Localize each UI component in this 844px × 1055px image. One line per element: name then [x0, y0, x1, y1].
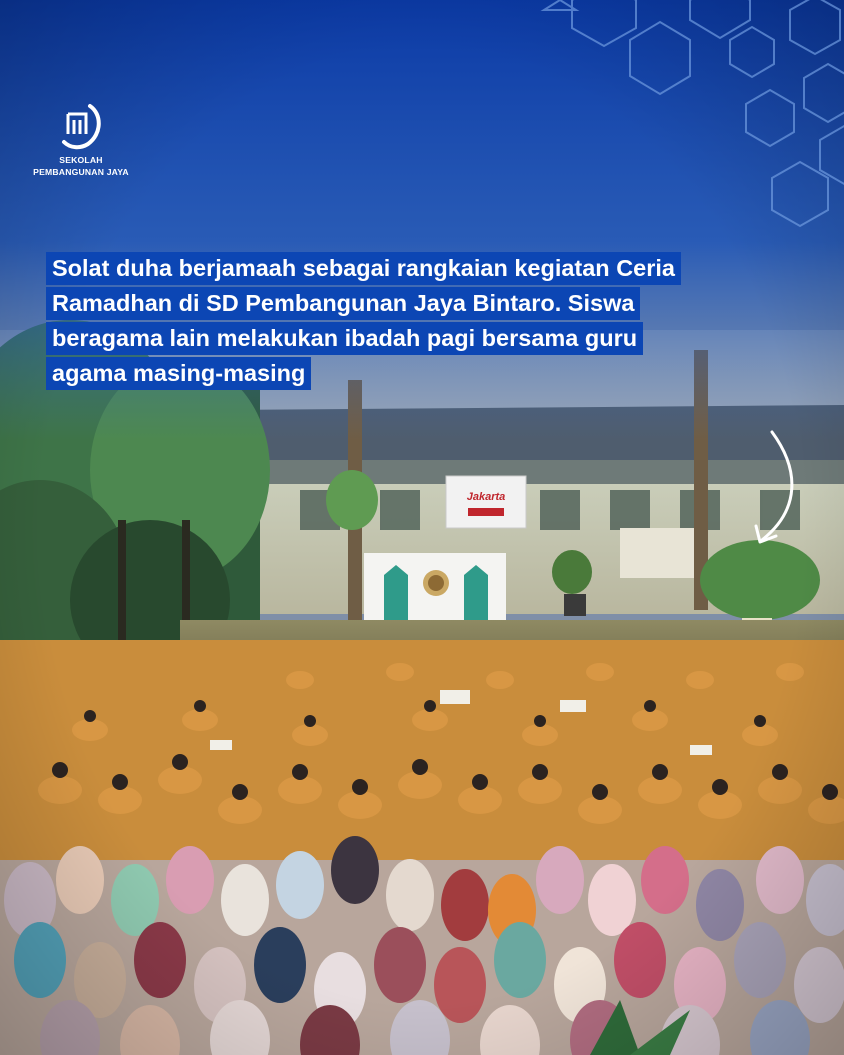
school-logo	[22, 100, 140, 178]
caption-line-1: Solat duha berjamaah sebagai rangkaian kegiatan Ceria	[46, 252, 681, 285]
caption-block	[46, 252, 806, 392]
caption-line-2: Ramadhan di SD Pembangunan Jaya Bintaro. Siswa	[46, 287, 640, 320]
school-logo-icon	[58, 100, 104, 150]
school-name-line1: SEKOLAH	[59, 155, 103, 165]
caption-line-4: agama masing-masing	[46, 357, 311, 390]
school-name-line2: PEMBANGUNAN JAYA	[33, 167, 129, 177]
caption-line-3: beragama lain melakukan ibadah pagi bersama guru	[46, 322, 643, 355]
